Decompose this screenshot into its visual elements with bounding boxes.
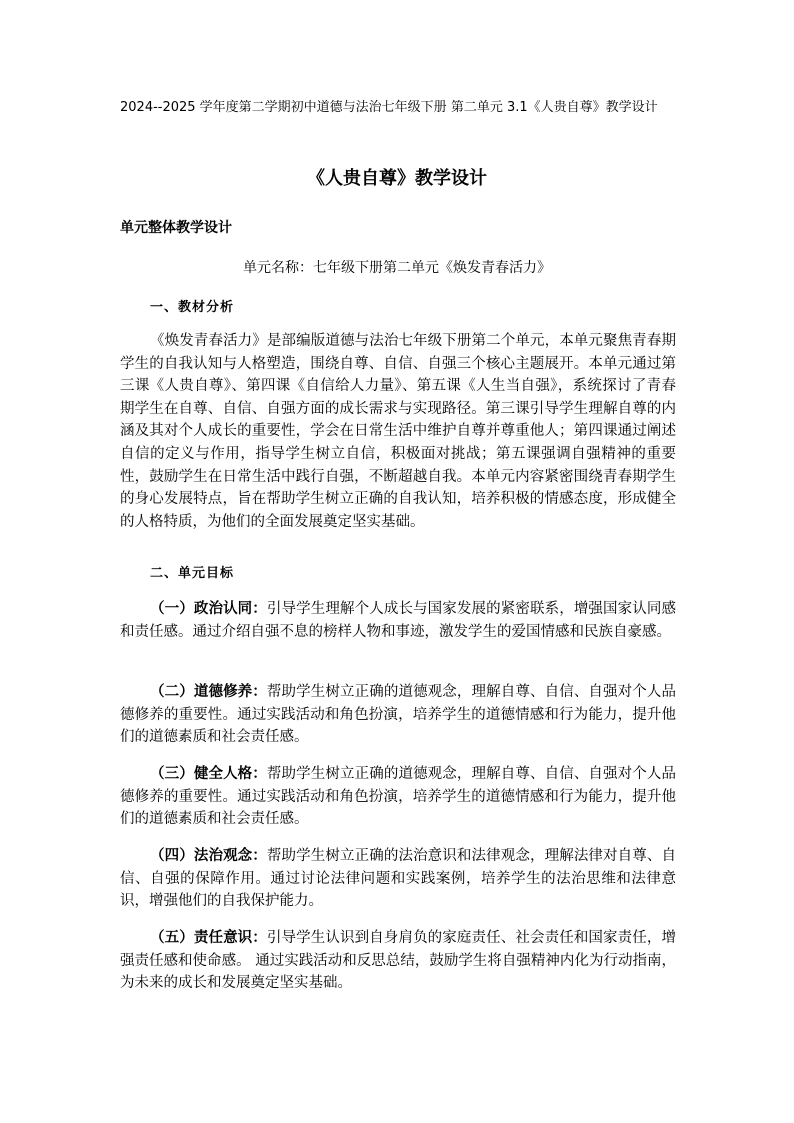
goal-text: 帮助学生树立正确的道德观念，理解自尊、自信、自强对个人品德修养的重要性。通过实践活动和角色扮演，培养学生的道德情感和行为能力，提升他们的道德素质和社会责任感。: [120, 684, 677, 746]
goal-text: 引导学生认识到自身肩负的家庭责任、社会责任和国家责任，增强责任感和使命感。 通过实践活动和反思总结，鼓励学生将自强精神内化为行动指南，为未来的成长和发展奠定坚实基础。: [120, 930, 677, 992]
document-header: 2024--2025 学年度第二学期初中道德与法治七年级下册 第二单元 3.1《人贵自尊》教学设计: [120, 100, 658, 115]
goal-text: 帮助学生树立正确的道德观念，理解自尊、自信、自强对个人品德修养的重要性。通过实践活动和角色扮演，培养学生的道德情感和行为能力，提升他们的道德素质和社会责任感。: [120, 766, 677, 828]
goal-label: （四）法治观念：: [150, 848, 267, 864]
page-title: 《人贵自尊》教学设计: [307, 168, 487, 189]
goal-rule-of-law: [120, 845, 676, 913]
paragraph-textbook-analysis: 《焕发青春活力》是部编版道德与法治七年级下册第二个单元，本单元聚焦青春期学生的自我认知与人格塑造，围绕自尊、自信、自强三个核心主题展开。本单元通过第三课《人贵自尊》、第四课《自信给人力量》、第五课《人生当自强》，系统探讨了青春期学生在自尊、自信、自强方面的成长需求与实现路径。第三课引导学生理解自尊的内涵及其对个人成长的重要性，学会在日常生活中维护自尊并尊重他人；第四课通过阐述自信的定义与作用，指导学生树立自信，积极面对挑战；第五课强调自强精神的重要性，鼓励学生在日常生活中践行自强，不断超越自我。本单元内容紧密围绕青春期学生的身心发展特点，旨在帮助学生树立正确的自我认知，培养积极的情感态度，形成健全的人格特质，为他们的全面发展奠定坚实基础。: [120, 333, 676, 530]
section-label: 单元整体教学设计: [120, 220, 232, 236]
goal-moral-cultivation: [120, 681, 676, 749]
unit-name: 单元名称：七年级下册第二单元《焕发青春活力》: [243, 260, 551, 276]
goal-text: 引导学生理解个人成长与国家发展的紧密联系，增强国家认同感和责任感。通过介绍自强不息的榜样人物和事迹，激发学生的爱国情感和民族自豪感。: [120, 601, 677, 640]
goal-text: 帮助学生树立正确的法治意识和法律观念，理解法律对自尊、自信、自强的保障作用。通过讨论法律问题和实践案例，培养学生的法治思维和法律意识，增强他们的自我保护能力。: [120, 848, 677, 910]
goal-label: （一）政治认同：: [150, 601, 267, 617]
goal-label: （三）健全人格：: [150, 766, 267, 782]
heading-textbook-analysis: 一、教材分析: [150, 300, 235, 315]
goal-label: （二）道德修养：: [150, 684, 267, 700]
goal-sound-personality: [120, 763, 676, 831]
heading-unit-goals: 二、单元目标: [150, 566, 235, 581]
goal-responsibility: [120, 927, 676, 995]
goal-political-identity: [120, 598, 676, 643]
goal-label: （五）责任意识：: [150, 930, 267, 946]
